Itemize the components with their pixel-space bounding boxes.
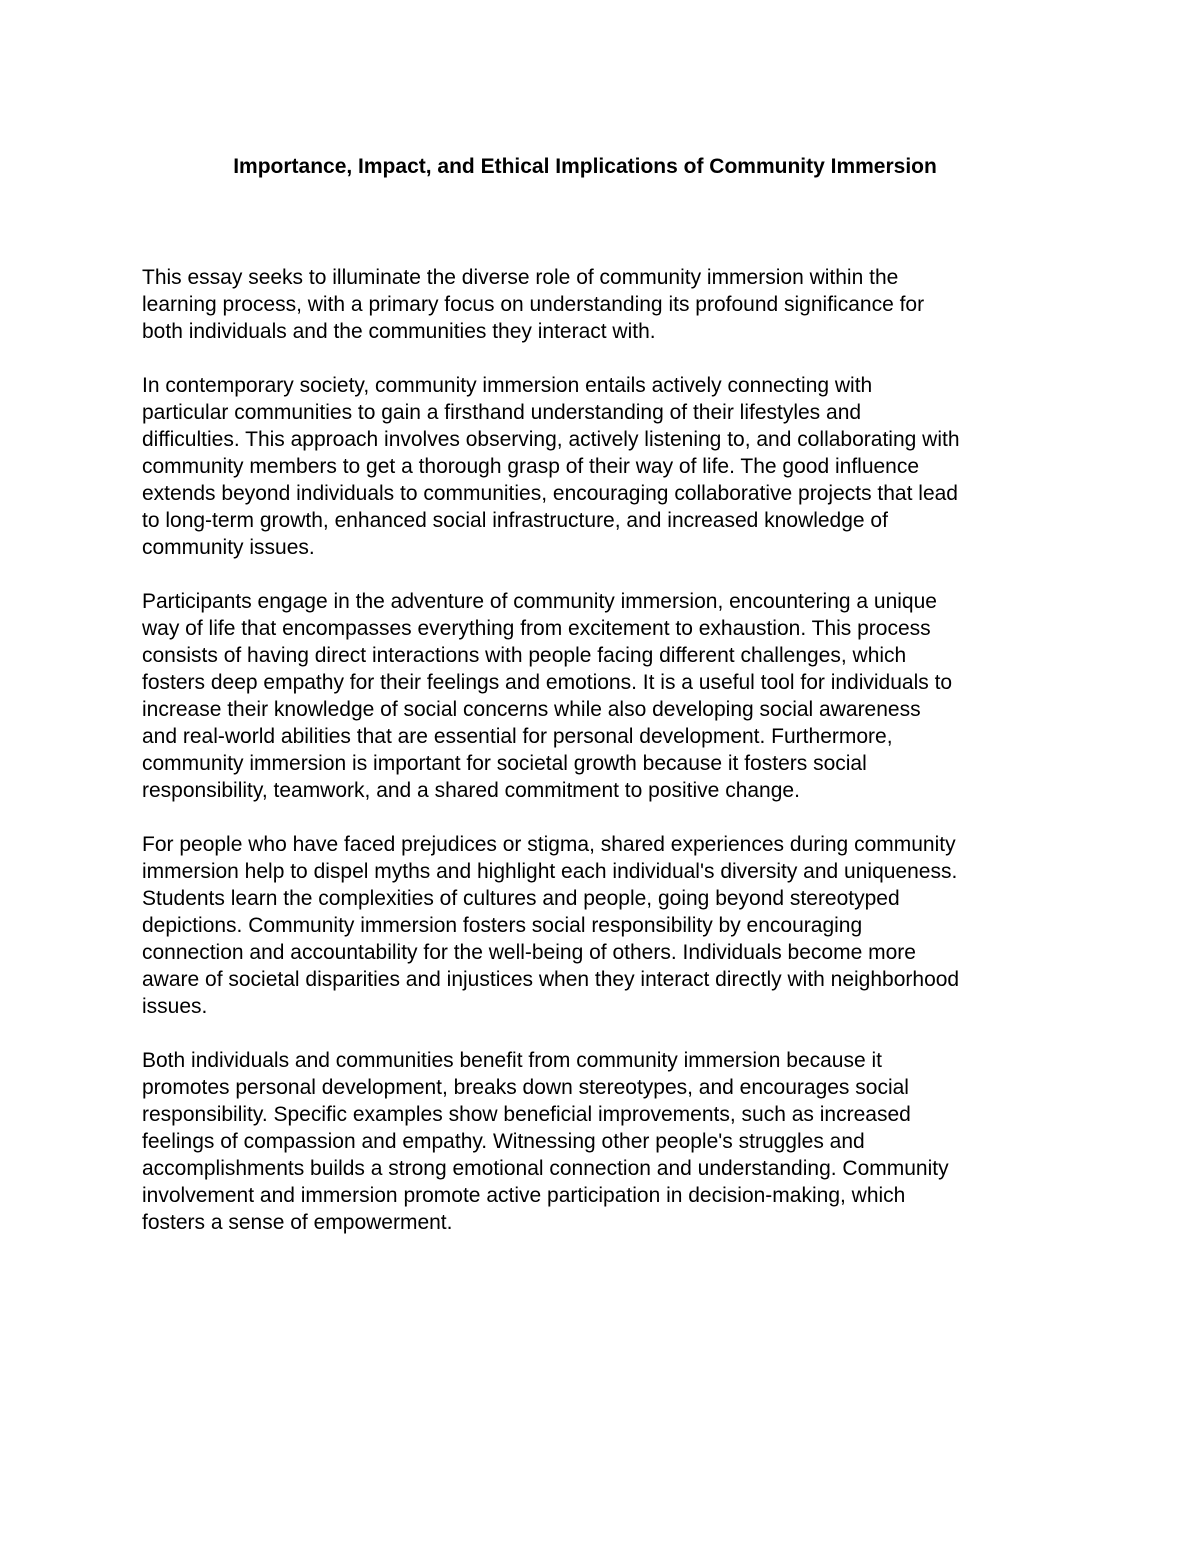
paragraph-intro: This essay seeks to illuminate the diverse role of community immersion within the learning process, with a primary focus on understanding its profound significance for both individuals and the communities they interact with.	[142, 266, 925, 343]
document-title: Importance, Impact, and Ethical Implications of Community Immersion	[233, 155, 937, 178]
paragraph-prejudices: For people who have faced prejudices or stigma, shared experiences during community immersion help to dispel myths and highlight each individual's diversity and uniqueness. Students learn the complexities of cultures and people, going beyond stereotyped depictions. Community immersion fosters social responsibility by encouraging connection and accountability for the well-being of others. Individuals become more aware of societal disparities and injustices when they interact directly with neighborhood issues.	[142, 833, 960, 1018]
paragraph-participants: Participants engage in the adventure of community immersion, encountering a unique way of life that encompasses everything from excitement to exhaustion. This process consists of having direct interactions with people facing different challenges, which fosters deep empathy for their feelings and emotions. It is a useful tool for individuals to increase their knowledge of social concerns while also developing social awareness and real-world abilities that are essential for personal development. Furthermore, community immersion is important for societal growth because it fosters social responsibility, teamwork, and a shared commitment to positive change.	[142, 590, 953, 802]
paragraph-conclusion: Both individuals and communities benefit from community immersion because it promotes personal development, breaks down stereotypes, and encourages social responsibility. Specific examples show beneficial improvements, such as increased feelings of compassion and empathy. Witnessing other people's struggles and accomplishments builds a strong emotional connection and understanding. Community involvement and immersion promote active participation in decision-making, which fosters a sense of empowerment.	[142, 1049, 949, 1234]
document-body	[142, 264, 1067, 1263]
paragraph-contemporary-society: In contemporary society, community immersion entails actively connecting with particular communities to gain a firsthand understanding of their lifestyles and difficulties. This approach involves observing, actively listening to, and collaborating with community members to get a thorough grasp of their way of life. The good influence extends beyond individuals to communities, encouraging collaborative projects that lead to long-term growth, enhanced social infrastructure, and increased knowledge of community issues.	[142, 374, 960, 559]
